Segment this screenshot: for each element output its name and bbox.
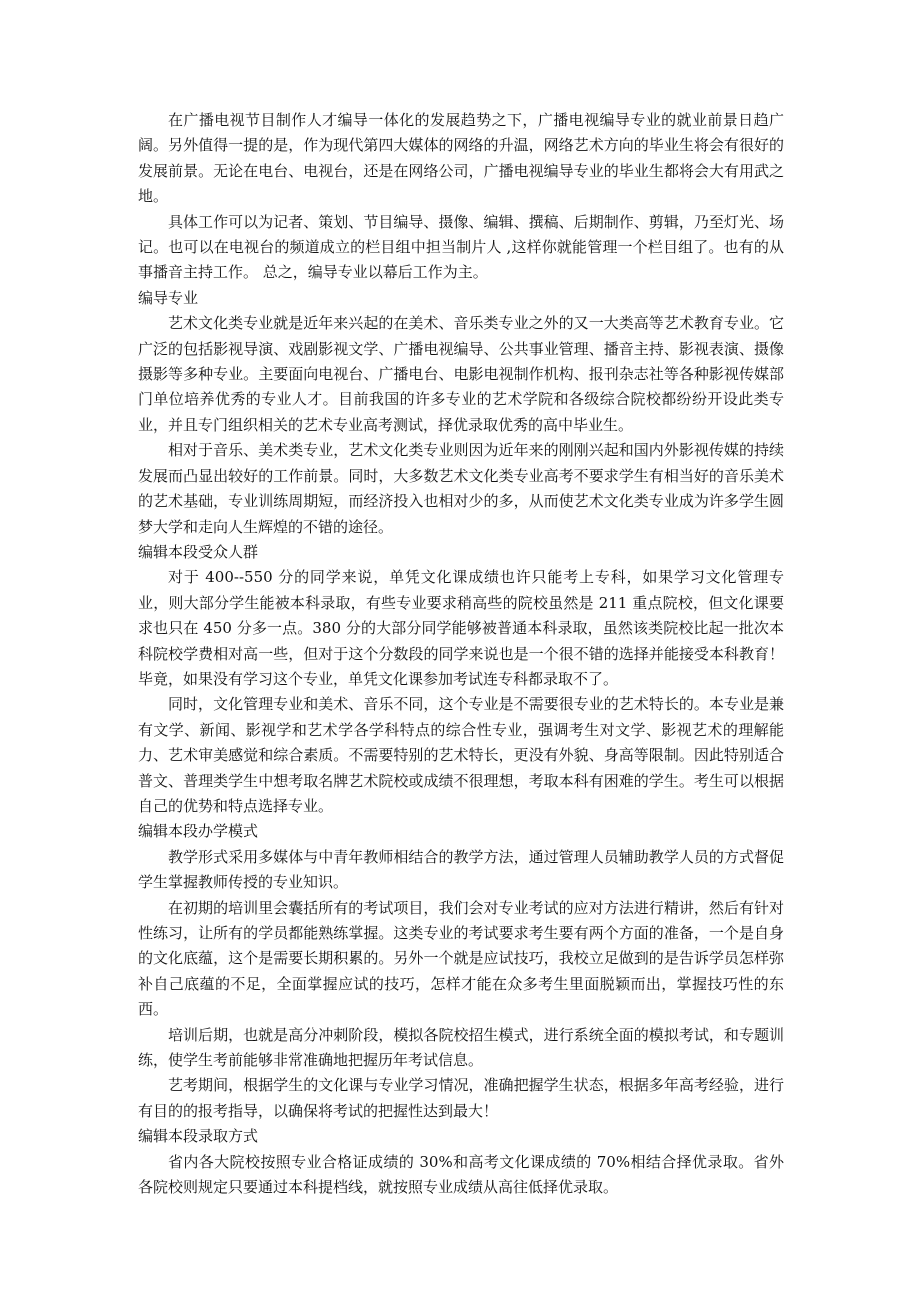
paragraph: 具体工作可以为记者、策划、节目编导、摄像、编辑、撰稿、后期制作、剪辑，乃至灯光、场记。也可以在电视台的频道成立的栏目组中担当制片人 ,这样你就能管理一个栏目组了。也有的从事播音主持工作。 总之，编导专业以幕后工作为主。 <box>138 212 784 282</box>
paragraph: 在初期的培训里会囊括所有的考试项目，我们会对专业考试的应对方法进行精讲，然后有针对性练习，让所有的学员都能熟练掌握。这类专业的考试要求考生要有两个方面的准备，一个是自身的文化底蕴，这个是需要长期积累的。另外一个就是应试技巧，我校立足做到的是告诉学员怎样弥补自己底蕴的不足，全面掌握应试的技巧，怎样才能在众多考生里面脱颖而出，掌握技巧性的东西。 <box>138 898 784 1019</box>
section-audience <box>138 540 784 819</box>
paragraph: 省内各大院校按照专业合格证成绩的 30%和高考文化课成绩的 70%相结合择优录取。省外各院校则规定只要通过本科提档线，就按照专业成绩从高往低择优录取。 <box>138 1152 784 1197</box>
document-body <box>138 108 784 1200</box>
paragraph: 艺考期间，根据学生的文化课与专业学习情况，准确把握学生状态，根据多年高考经验，进行有目的的报考指导，以确保将考试的把握性达到最大！ <box>138 1076 784 1120</box>
section-heading: 编辑本段受众人群 <box>138 542 259 561</box>
section-teaching-mode <box>138 819 784 1124</box>
paragraph: 教学形式采用多媒体与中青年教师相结合的教学方法，通过管理人员辅助教学人员的方式督促学生掌握教师传授的专业知识。 <box>138 847 784 892</box>
paragraph: 同时，文化管理专业和美术、音乐不同，这个专业是不需要很专业的艺术特长的。本专业是兼有文学、新闻、影视学和艺术学各学科特点的综合性专业，强调考生对文学、影视艺术的理解能力、艺术审美感觉和综合素质。不需要特别的艺术特长，更没有外貌、身高等限制。因此特别适合普文、普理类学生中想考取名牌艺术院校或成绩不很理想，考取本科有困难的学生。考生可以根据自己的优势和特点选择专业。 <box>138 695 784 815</box>
paragraph: 培训后期，也就是高分冲刺阶段，模拟各院校招生模式，进行系统全面的模拟考试，和专题训练，使学生考前能够非常准确地把握历年考试信息。 <box>138 1025 784 1070</box>
paragraph: 在广播电视节目制作人才编导一体化的发展趋势之下，广播电视编导专业的就业前景日趋广阔。另外值得一提的是，作为现代第四大媒体的网络的升温，网络艺术方向的毕业生将会有很好的发展前景。无论在电台、电视台，还是在网络公司，广播电视编导专业的毕业生都将会大有用武之地。 <box>138 111 784 206</box>
section-heading: 编辑本段办学模式 <box>138 822 259 841</box>
section-heading: 编导专业 <box>138 288 199 307</box>
section-admission <box>138 1124 784 1200</box>
section-major <box>138 286 784 540</box>
paragraph: 艺术文化类专业就是近年来兴起的在美术、音乐类专业之外的又一大类高等艺术教育专业。它广泛的包括影视导演、戏剧影视文学、广播电视编导、公共事业管理、播音主持、影视表演、摄像摄影等多种专业。主要面向电视台、广播电台、电影电视制作机构、报刊杂志社等各种影视传媒部门单位培养优秀的专业人才。目前我国的许多专业的艺术学院和各级综合院校都纷纷开设此类专业，并且专门组织相关的艺术专业高考测试，择优录取优秀的高中毕业生。 <box>138 314 784 434</box>
paragraph: 对于 400--550 分的同学来说，单凭文化课成绩也许只能考上专科，如果学习文化管理专业，则大部分学生能被本科录取，有些专业要求稍高些的院校虽然是 211 重点院校，但文化课要求也只在 450 分多一点。380 分的大部分同学能够被普通本科录取，虽然该类院校比起一批次本科院校学费相对高一些，但对于这个分数段的同学来说也是一个很不错的选择并能接受本科教育！毕竟，如果没有学习这个专业，单凭文化课参加考试连专科都录取不了。 <box>138 568 784 688</box>
section-heading: 编辑本段录取方式 <box>138 1127 259 1146</box>
paragraph: 相对于音乐、美术类专业，艺术文化类专业则因为近年来的刚刚兴起和国内外影视传媒的持续发展而凸显出较好的工作前景。同时，大多数艺术文化类专业高考不要求学生有相当好的音乐美术的艺术基础，专业训练周期短，而经济投入也相对少的多，从而使艺术文化类专业成为许多学生圆梦大学和走向人生辉煌的不错的途径。 <box>138 441 784 536</box>
section-intro <box>138 108 784 286</box>
